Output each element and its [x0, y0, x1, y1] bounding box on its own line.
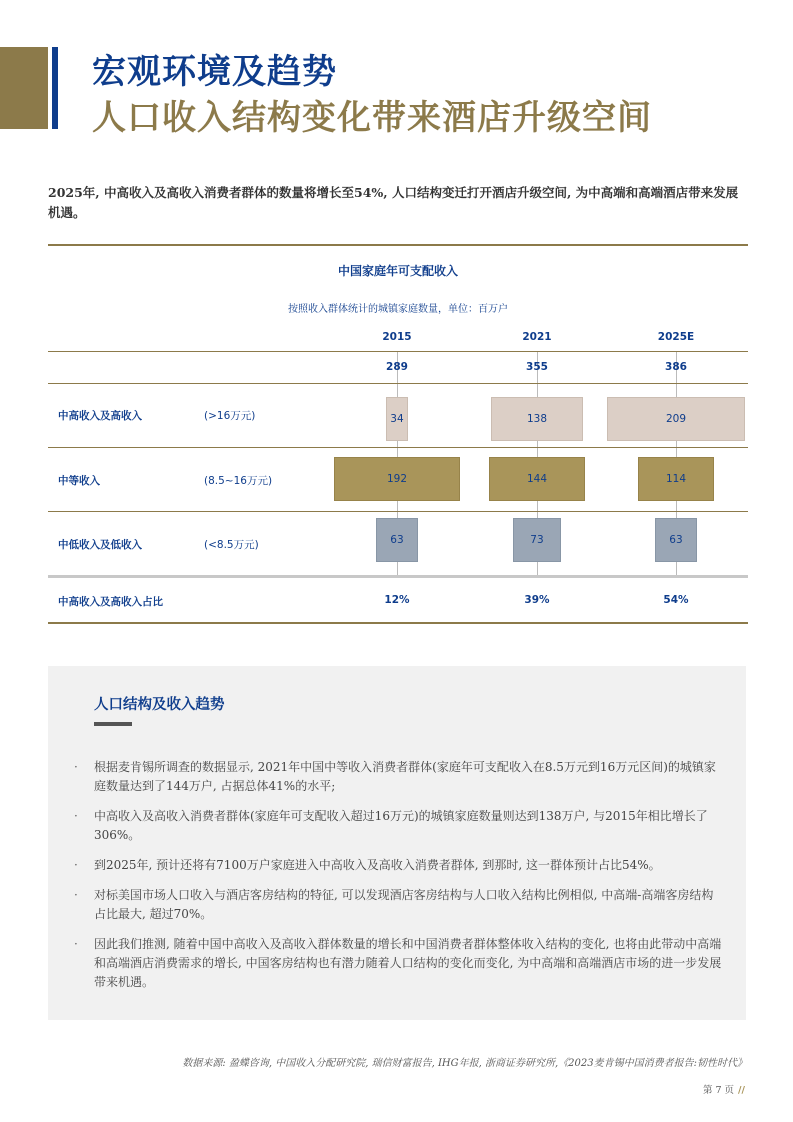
chart-header-rule	[48, 351, 748, 352]
list-item-text: 到2025年, 预计还将有7100万户家庭进入中高收入及高收入消费者群体, 到那时, 这一群体预计占比54%。	[94, 858, 661, 872]
box-title-underline	[94, 722, 132, 726]
list-item	[74, 935, 724, 992]
page-subtitle: 人口收入结构变化带来酒店升级空间	[92, 98, 652, 138]
row-range: (<8.5万元)	[204, 539, 259, 551]
column-header-2021: 2021	[522, 331, 552, 343]
bullet-dot-icon: ·	[74, 888, 78, 902]
list-item	[74, 807, 724, 845]
bullet-dot-icon: ·	[74, 809, 78, 823]
bar: 63	[376, 518, 418, 562]
trend-bullet-list	[74, 758, 724, 1003]
source-note: 数据来源: 盈蝶咨询, 中国收入分配研究院, 瑞信财富报告, IHG年报, 浙商证券研究所,《2023麦肯锡中国消费者报告:韧性时代》	[182, 1058, 747, 1069]
list-item	[74, 886, 724, 924]
bar: 34	[386, 397, 408, 441]
bar: 144	[489, 457, 584, 501]
bar: 192	[334, 457, 461, 501]
page-title: 宏观环境及趋势	[92, 52, 337, 92]
page-number-text: 第 7 页	[702, 1085, 735, 1096]
share-row-label: 中高收入及高收入占比	[58, 596, 163, 608]
total-value: 386	[665, 361, 687, 373]
share-value: 12%	[384, 594, 410, 606]
list-item-text: 对标美国市场人口收入与酒店客房结构的特征, 可以发现酒店客房结构与人口收入结构比例相似, 中高端-高端客房结构占比最大, 超过70%。	[94, 888, 714, 921]
row-label: 中高收入及高收入	[58, 410, 142, 422]
chart-bottom-rule	[48, 622, 748, 624]
bullet-dot-icon: ·	[74, 937, 78, 951]
accent-bar	[0, 47, 48, 129]
row-label: 中低收入及低收入	[58, 539, 142, 551]
share-value: 54%	[663, 594, 689, 606]
list-item-text: 根据麦肯锡所调查的数据显示, 2021年中国中等收入消费者群体(家庭年可支配收入在8.5万元到16万元区间)的城镇家庭数量达到了144万户, 占据总体41%的水平;	[94, 760, 716, 793]
bar: 114	[638, 457, 713, 501]
row-separator	[48, 447, 748, 448]
page-mark: //	[738, 1085, 745, 1096]
row-range: (>16万元)	[204, 410, 256, 422]
bullet-dot-icon: ·	[74, 858, 78, 872]
row-separator	[48, 383, 748, 384]
total-value: 289	[386, 361, 408, 373]
accent-stripe	[52, 47, 58, 129]
row-range: (8.5~16万元)	[204, 475, 273, 487]
list-item	[74, 856, 724, 875]
bullet-dot-icon: ·	[74, 760, 78, 774]
bar: 73	[513, 518, 561, 562]
share-value: 39%	[524, 594, 550, 606]
chart-title: 中国家庭年可支配收入	[337, 264, 458, 278]
chart-top-rule	[48, 244, 748, 246]
column-header-2025E: 2025E	[657, 331, 695, 343]
intro-text: 2025年, 中高收入及高收入消费者群体的数量将增长至54%, 人口结构变迁打开酒店升级空间, 为中高端和高端酒店带来发展机遇。	[48, 185, 739, 220]
list-item	[74, 758, 724, 796]
chart-subtitle: 按照收入群体统计的城镇家庭数量，单位：百万户	[288, 304, 508, 315]
total-value: 355	[526, 361, 548, 373]
bar: 209	[607, 397, 745, 441]
list-item-text: 因此我们推测, 随着中国中高收入及高收入群体数量的增长和中国消费者群体整体收入结构的变化, 也将由此带动中高端和高端酒店消费需求的增长, 中国客房结构也有潜力随着人口结构的变化而变化, 为中高端和高端酒店市场的进一步发展带来机遇。	[94, 937, 722, 989]
bar: 138	[491, 397, 582, 441]
bar: 63	[655, 518, 697, 562]
page-number	[703, 1082, 745, 1096]
row-separator	[48, 511, 748, 512]
list-item-text: 中高收入及高收入消费者群体(家庭年可支配收入超过16万元)的城镇家庭数量则达到138万户, 与2015年相比增长了306%。	[94, 809, 708, 842]
column-header-2015: 2015	[382, 331, 412, 343]
row-label: 中等收入	[58, 475, 100, 487]
share-row-rule	[48, 575, 748, 578]
box-title: 人口结构及收入趋势	[94, 697, 225, 713]
